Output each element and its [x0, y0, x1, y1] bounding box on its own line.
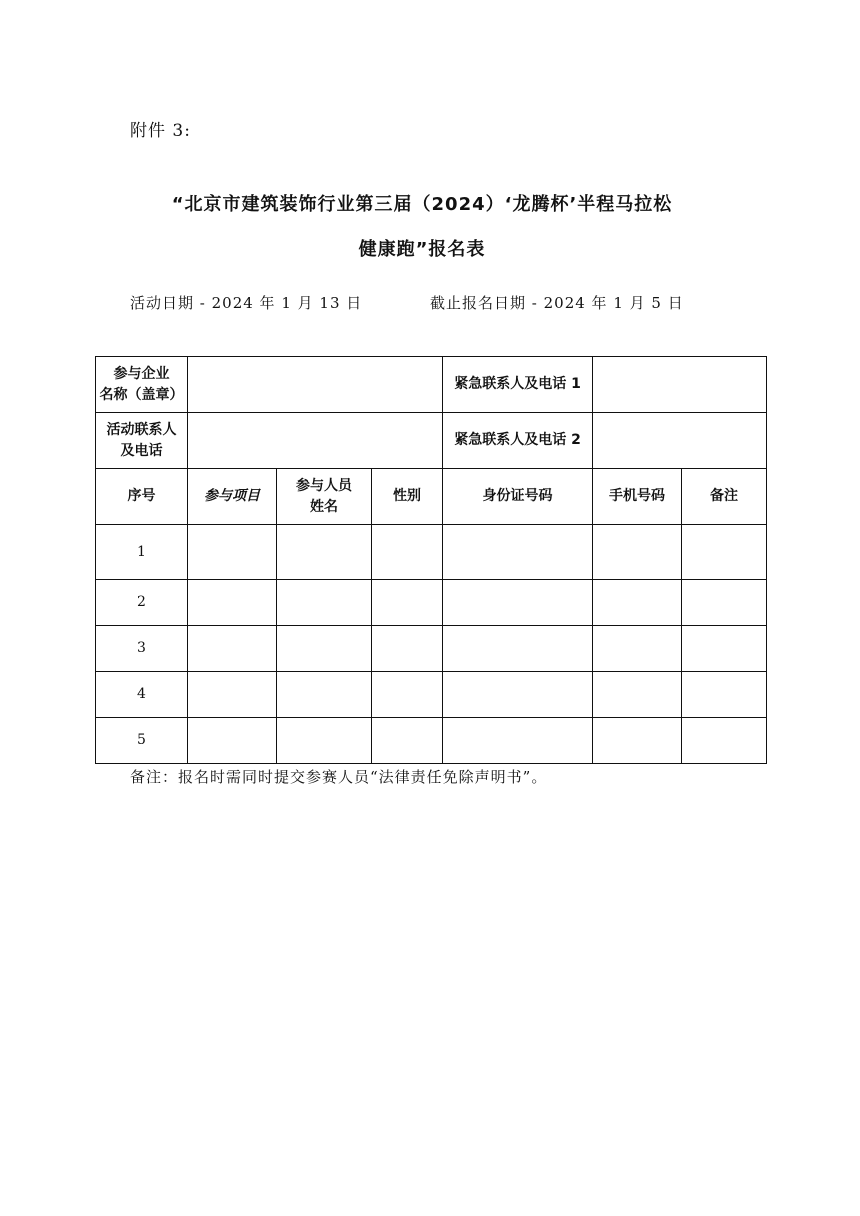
id-number-cell[interactable]	[443, 626, 593, 672]
gender-cell[interactable]	[372, 626, 443, 672]
emergency-contact-2-field[interactable]	[593, 413, 767, 469]
table-row	[96, 626, 767, 672]
remark-cell[interactable]	[682, 626, 767, 672]
id-number-cell[interactable]	[443, 580, 593, 626]
gender-cell[interactable]	[372, 525, 443, 580]
gender-cell[interactable]	[372, 580, 443, 626]
emergency-contact-1-field[interactable]	[593, 357, 767, 413]
attachment-label: 附件 3:	[130, 121, 191, 141]
emergency-contact-2-label: 紧急联系人及电话 2	[443, 413, 593, 469]
project-cell[interactable]	[188, 580, 277, 626]
id-number-cell[interactable]	[443, 525, 593, 580]
name-cell[interactable]	[277, 718, 372, 764]
name-cell[interactable]	[277, 580, 372, 626]
activity-contact-label: 活动联系人 及电话	[96, 413, 188, 469]
name-cell[interactable]	[277, 626, 372, 672]
row-number: 3	[96, 626, 188, 672]
project-cell[interactable]	[188, 525, 277, 580]
header-row	[96, 469, 767, 525]
activity-contact-field[interactable]	[188, 413, 443, 469]
document-title-line-1: “北京市建筑装饰行业第三届（2024）‘龙腾杯’半程马拉松	[171, 194, 673, 215]
remark-cell[interactable]	[682, 525, 767, 580]
header-participant-name: 参与人员 姓名	[277, 469, 372, 525]
header-id-number: 身份证号码	[443, 469, 593, 525]
project-cell[interactable]	[188, 626, 277, 672]
gender-cell[interactable]	[372, 672, 443, 718]
registration-deadline: 截止报名日期 - 2024 年 1 月 5 日	[430, 294, 684, 312]
remark-cell[interactable]	[682, 580, 767, 626]
phone-cell[interactable]	[593, 525, 682, 580]
company-name-label: 参与企业 名称（盖章）	[96, 357, 188, 413]
company-name-field[interactable]	[188, 357, 443, 413]
header-phone: 手机号码	[593, 469, 682, 525]
row-number: 2	[96, 580, 188, 626]
id-number-cell[interactable]	[443, 672, 593, 718]
row-number: 5	[96, 718, 188, 764]
row-number: 1	[96, 525, 188, 580]
remark-cell[interactable]	[682, 718, 767, 764]
registration-form-table	[95, 356, 767, 764]
document-title-line-2: 健康跑”报名表	[358, 239, 486, 260]
footnote: 备注：报名时需同时提交参赛人员“法律责任免除声明书”。	[130, 768, 548, 786]
activity-contact-row	[96, 413, 767, 469]
project-cell[interactable]	[188, 672, 277, 718]
header-project: 参与项目	[188, 469, 277, 525]
header-seq: 序号	[96, 469, 188, 525]
header-remark: 备注	[682, 469, 767, 525]
project-cell[interactable]	[188, 718, 277, 764]
phone-cell[interactable]	[593, 718, 682, 764]
name-cell[interactable]	[277, 672, 372, 718]
phone-cell[interactable]	[593, 672, 682, 718]
table-row	[96, 672, 767, 718]
phone-cell[interactable]	[593, 626, 682, 672]
table-row	[96, 718, 767, 764]
table-row	[96, 580, 767, 626]
emergency-contact-1-label: 紧急联系人及电话 1	[443, 357, 593, 413]
phone-cell[interactable]	[593, 580, 682, 626]
id-number-cell[interactable]	[443, 718, 593, 764]
gender-cell[interactable]	[372, 718, 443, 764]
row-number: 4	[96, 672, 188, 718]
remark-cell[interactable]	[682, 672, 767, 718]
company-row	[96, 357, 767, 413]
activity-date: 活动日期 - 2024 年 1 月 13 日	[130, 294, 363, 312]
table-row	[96, 525, 767, 580]
header-gender: 性别	[372, 469, 443, 525]
name-cell[interactable]	[277, 525, 372, 580]
